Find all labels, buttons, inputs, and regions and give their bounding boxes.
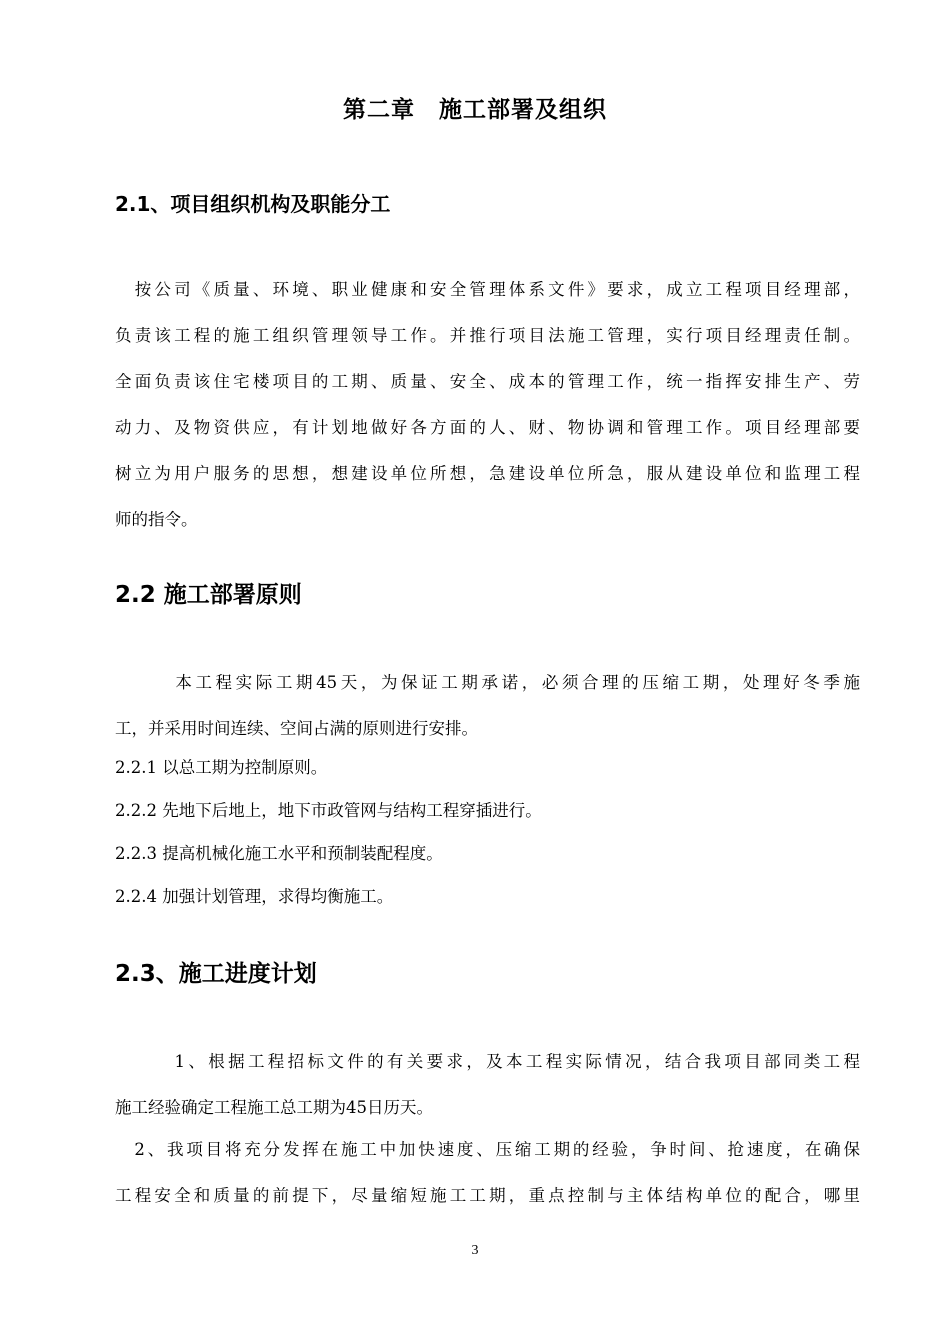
paragraph-line: 负责该工程的施工组织管理领导工作。并推行项目法施工管理，实行项目经理责任制。 bbox=[115, 326, 860, 345]
paragraph-line: 师的指令。 bbox=[115, 510, 198, 529]
list-item: 2.2.1 以总工期为控制原则。 bbox=[115, 758, 328, 777]
section-2-3-paragraph-2 bbox=[115, 1127, 860, 1219]
list-item: 2.2.3 提高机械化施工水平和预制装配程度。 bbox=[115, 844, 443, 863]
paragraph-line: 全面负责该住宅楼项目的工期、质量、安全、成本的管理工作，统一指挥安排生产、劳 bbox=[115, 372, 860, 391]
paragraph-line: 工，并采用时间连续、空间占满的原则进行安排。 bbox=[115, 719, 478, 738]
paragraph-line: 本工程实际工期45天，为保证工期承诺，必须合理的压缩工期，处理好冬季施 bbox=[115, 673, 860, 692]
section-2-3-paragraph-1 bbox=[115, 1039, 860, 1131]
section-2-2-heading: 2.2 施工部署原则 bbox=[115, 582, 302, 608]
paragraph-line: 工程安全和质量的前提下，尽量缩短施工工期，重点控制与主体结构单位的配合，哪里 bbox=[115, 1186, 860, 1205]
paragraph-line: 2、我项目将充分发挥在施工中加快速度、压缩工期的经验，争时间、抢速度，在确保 bbox=[115, 1140, 860, 1159]
section-2-3-heading: 2.3、施工进度计划 bbox=[115, 961, 317, 987]
section-2-1-heading: 2.1、项目组织机构及职能分工 bbox=[115, 192, 391, 216]
paragraph-line: 动力、及物资供应，有计划地做好各方面的人、财、物协调和管理工作。项目经理部要 bbox=[115, 418, 860, 437]
chapter-title: 第二章 施工部署及组织 bbox=[343, 97, 607, 123]
list-item: 2.2.2 先地下后地上，地下市政管网与结构工程穿插进行。 bbox=[115, 801, 542, 820]
paragraph-line: 1、根据工程招标文件的有关要求，及本工程实际情况，结合我项目部同类工程 bbox=[115, 1052, 860, 1071]
list-item: 2.2.4 加强计划管理，求得均衡施工。 bbox=[115, 887, 394, 906]
section-2-2-paragraph bbox=[115, 660, 860, 752]
paragraph-line: 按公司《质量、环境、职业健康和安全管理体系文件》要求，成立工程项目经理部， bbox=[115, 280, 860, 299]
page-number: 3 bbox=[471, 1243, 479, 1258]
paragraph-line: 树立为用户服务的思想，想建设单位所想，急建设单位所急，服从建设单位和监理工程 bbox=[115, 464, 860, 483]
paragraph-line: 施工经验确定工程施工总工期为45日历天。 bbox=[115, 1098, 433, 1117]
section-2-1-paragraph bbox=[115, 267, 860, 543]
section-2-2-list bbox=[115, 746, 860, 918]
